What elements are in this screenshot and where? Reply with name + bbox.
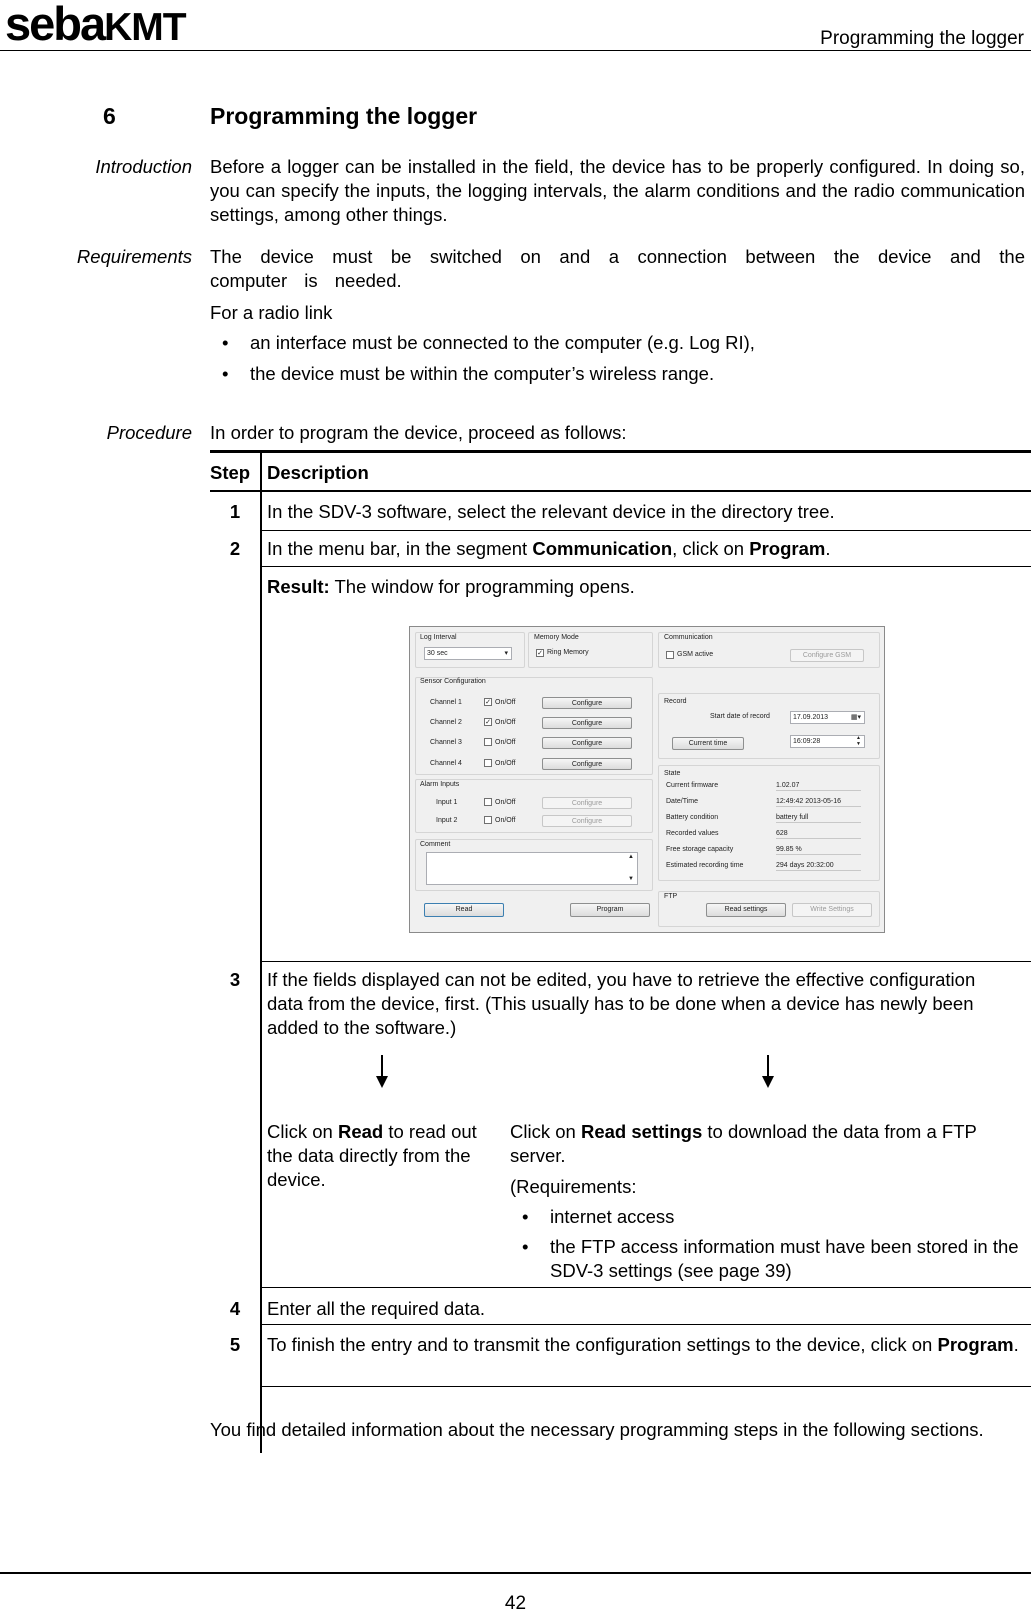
table-row-rule bbox=[262, 1287, 1031, 1288]
sebakmt-logo: sebaKMT bbox=[5, 0, 186, 50]
start-date-label: Start date of record bbox=[710, 713, 770, 720]
scroll-down-icon[interactable]: ▼ bbox=[628, 876, 634, 882]
ftp-requirements-label: (Requirements: bbox=[510, 1176, 637, 1197]
log-interval-select[interactable]: 30 sec ▾ bbox=[424, 647, 512, 660]
communication-title: Communication bbox=[664, 634, 713, 641]
arrow-down-icon bbox=[767, 1055, 769, 1077]
comment-title: Comment bbox=[420, 841, 451, 848]
configure-channel-3-button[interactable]: Configure bbox=[542, 737, 632, 749]
table-top-rule bbox=[210, 450, 1031, 453]
read-button[interactable]: Read bbox=[424, 903, 504, 917]
calendar-icon[interactable]: ▦▾ bbox=[850, 714, 861, 721]
channel-label: Channel 3 bbox=[430, 739, 462, 746]
configure-channel-1-button[interactable]: Configure bbox=[542, 697, 632, 709]
onoff-label: On/Off bbox=[495, 817, 516, 824]
ftp-requirements-list bbox=[510, 1205, 1025, 1283]
step-2-description: In the menu bar, in the segment Communication, click on Program. bbox=[267, 538, 831, 559]
onoff-label: On/Off bbox=[495, 699, 516, 706]
step-4-description: Enter all the required data. bbox=[267, 1298, 486, 1319]
programming-window-screenshot bbox=[409, 626, 885, 933]
state-label: Estimated recording time bbox=[666, 862, 744, 869]
section-number: 6 bbox=[103, 103, 116, 129]
channel-label: Channel 1 bbox=[430, 699, 462, 706]
table-row-rule bbox=[262, 1324, 1031, 1325]
radio-link-intro: For a radio link bbox=[210, 302, 333, 323]
channel-label: Channel 2 bbox=[430, 719, 462, 726]
ring-memory-checkbox[interactable]: ✓ bbox=[537, 650, 543, 657]
step-number: 5 bbox=[229, 1334, 241, 1355]
onoff-label: On/Off bbox=[495, 719, 516, 726]
configure-gsm-button[interactable]: Configure GSM bbox=[790, 649, 864, 662]
ftp-title: FTP bbox=[664, 893, 678, 900]
column-header-step: Step bbox=[210, 462, 251, 483]
gsm-active-label: GSM active bbox=[677, 651, 714, 658]
state-value: battery full bbox=[776, 814, 861, 823]
state-value: 99.85 % bbox=[776, 846, 861, 855]
arrow-down-icon bbox=[376, 1076, 388, 1088]
list-item: • an interface must be connected to the computer (e.g. Log RI), bbox=[210, 331, 1010, 355]
state-title: State bbox=[664, 770, 681, 777]
state-label: Free storage capacity bbox=[666, 846, 734, 853]
table-header-rule bbox=[210, 490, 1031, 492]
state-label: Current firmware bbox=[666, 782, 719, 789]
alarm-input-1-checkbox[interactable] bbox=[484, 798, 492, 806]
requirements-label: Requirements bbox=[76, 246, 192, 267]
gsm-active-checkbox[interactable] bbox=[666, 651, 674, 659]
arrow-down-icon bbox=[381, 1055, 383, 1077]
step-number: 2 bbox=[229, 538, 241, 559]
table-row-rule bbox=[262, 961, 1031, 962]
list-item: • the device must be within the computer’s wireless range. bbox=[210, 362, 1010, 386]
state-label: Recorded values bbox=[666, 830, 719, 837]
table-column-divider bbox=[260, 453, 262, 1453]
step-number: 4 bbox=[229, 1298, 241, 1319]
channel-3-checkbox[interactable] bbox=[484, 738, 492, 746]
alarm-input-label: Input 2 bbox=[436, 817, 458, 824]
state-label: Battery condition bbox=[666, 814, 719, 821]
alarm-input-2-checkbox[interactable] bbox=[484, 816, 492, 824]
intro-label: Introduction bbox=[95, 156, 192, 177]
onoff-label: On/Off bbox=[495, 739, 516, 746]
configure-alarm-2-button[interactable]: Configure bbox=[542, 815, 632, 827]
start-time-input[interactable]: 16:09:28 ▲ ▼ bbox=[790, 735, 865, 748]
state-value: 628 bbox=[776, 830, 861, 839]
alarm-input-label: Input 1 bbox=[436, 799, 458, 806]
configure-channel-4-button[interactable]: Configure bbox=[542, 758, 632, 770]
table-row-rule bbox=[262, 566, 1031, 567]
configure-alarm-1-button[interactable]: Configure bbox=[542, 797, 632, 809]
read-option-text: Click on Read to read out the data directly from the device. bbox=[267, 1121, 477, 1191]
read-settings-option-text: Click on Read settings to download the data from a FTP server. bbox=[510, 1121, 977, 1167]
configure-channel-2-button[interactable]: Configure bbox=[542, 717, 632, 729]
program-button[interactable]: Program bbox=[570, 903, 650, 917]
memory-mode-title: Memory Mode bbox=[534, 634, 579, 641]
column-header-description: Description bbox=[267, 462, 369, 483]
comment-textarea[interactable] bbox=[426, 852, 638, 885]
channel-4-checkbox[interactable] bbox=[484, 759, 492, 767]
onoff-label: On/Off bbox=[495, 760, 516, 767]
read-settings-button[interactable]: Read settings bbox=[706, 903, 786, 917]
scroll-up-icon[interactable]: ▲ bbox=[628, 854, 634, 860]
step-5-description: To finish the entry and to transmit the configuration settings to the device, click on Program. bbox=[267, 1334, 1019, 1355]
spin-icon[interactable]: ▲ ▼ bbox=[856, 735, 861, 747]
arrow-down-icon bbox=[762, 1076, 774, 1088]
radio-requirements-list bbox=[210, 331, 1010, 386]
procedure-intro: In order to program the device, proceed as follows: bbox=[210, 422, 627, 443]
section-title: Programming the logger bbox=[210, 103, 478, 129]
footer-divider bbox=[0, 1572, 1031, 1574]
intro-text: Before a logger can be installed in the field, the device has to be properly configured. In doing so, you can specify the inputs, the logging intervals, the alarm conditions and the radio communication settings, among other things. bbox=[210, 156, 1025, 226]
step-number: 3 bbox=[229, 969, 241, 990]
table-bottom-rule bbox=[262, 1386, 1031, 1387]
step-3-description: If the fields displayed can not be edited, you have to retrieve the effective configuration data from the device, first. (This usually has to be done when a device has newly been added to the software.) bbox=[267, 969, 976, 1039]
procedure-label: Procedure bbox=[106, 422, 192, 443]
state-value: 294 days 20:32:00 bbox=[776, 862, 861, 871]
state-value: 12:49:42 2013-05-16 bbox=[776, 798, 861, 807]
sensor-configuration-title: Sensor Configuration bbox=[420, 678, 486, 685]
step-number: 1 bbox=[229, 501, 241, 522]
step-2-result: Result: The window for programming opens. bbox=[267, 576, 635, 597]
ring-memory-label: Ring Memory bbox=[547, 649, 589, 656]
requirements-text: The device must be switched on and a connection between the device and the computer is needed. bbox=[210, 246, 1025, 292]
state-value: 1.02.07 bbox=[776, 782, 861, 791]
header-divider bbox=[0, 50, 1031, 51]
table-row-rule bbox=[262, 530, 1031, 531]
channel-2-checkbox[interactable]: ✓ bbox=[485, 719, 491, 726]
closing-paragraph: You find detailed information about the necessary programming steps in the following sections. bbox=[210, 1419, 984, 1440]
start-date-picker[interactable]: 17.09.2013 ▦▾ bbox=[790, 711, 865, 724]
alarm-inputs-title: Alarm Inputs bbox=[420, 781, 460, 788]
list-item: • the FTP access information must have been stored in the SDV-3 settings (see page 39) bbox=[510, 1235, 1025, 1283]
page-number: 42 bbox=[504, 1593, 527, 1614]
onoff-label: On/Off bbox=[495, 799, 516, 806]
step-1-description: In the SDV-3 software, select the relevant device in the directory tree. bbox=[267, 501, 835, 522]
channel-1-checkbox[interactable]: ✓ bbox=[485, 699, 491, 706]
record-title: Record bbox=[664, 698, 687, 705]
list-item: • internet access bbox=[510, 1205, 1025, 1229]
running-header-title: Programming the logger bbox=[820, 28, 1024, 49]
channel-label: Channel 4 bbox=[430, 760, 462, 767]
state-label: Date/Time bbox=[666, 798, 699, 805]
log-interval-title: Log Interval bbox=[420, 634, 457, 641]
current-time-button[interactable]: Current time bbox=[672, 737, 744, 750]
chevron-down-icon: ▾ bbox=[504, 650, 508, 657]
write-settings-button[interactable]: Write Settings bbox=[792, 903, 872, 917]
